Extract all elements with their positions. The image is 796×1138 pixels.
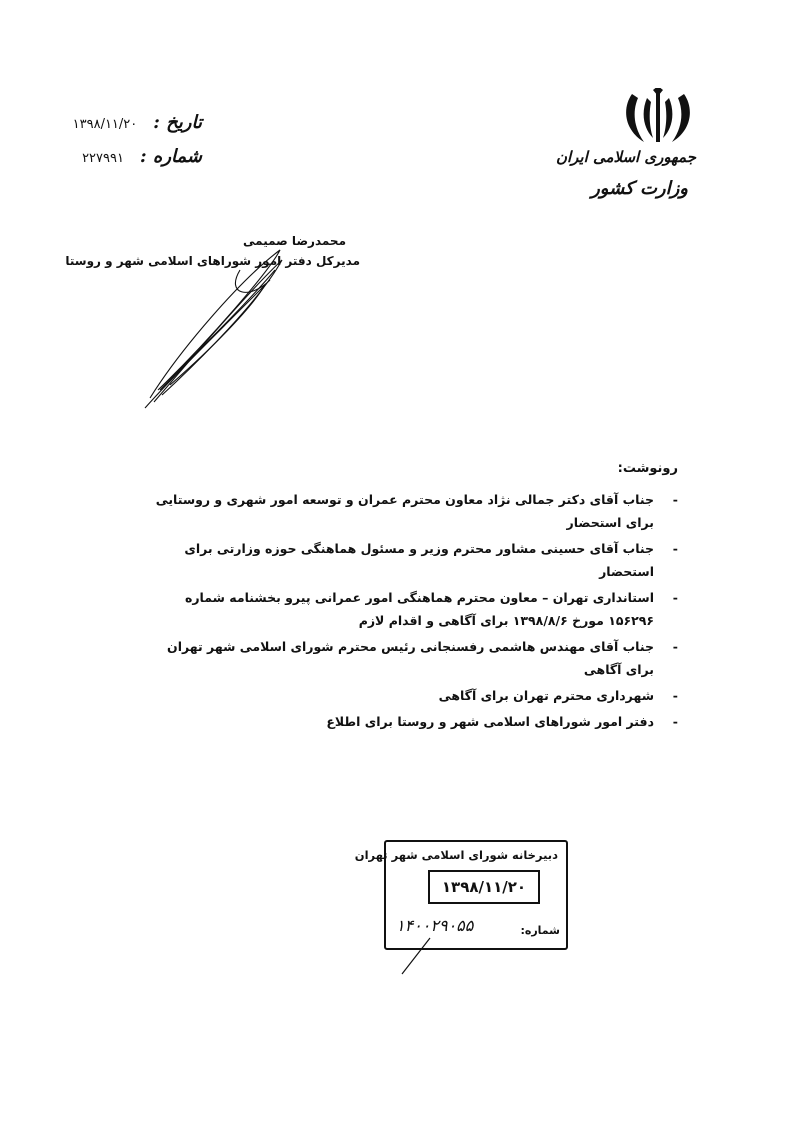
cc-dash: - (672, 714, 678, 729)
cc-item-text: شهرداری محترم تهران برای آگاهی (438, 688, 654, 703)
pen-stroke (396, 936, 436, 976)
signer-name: محمدرضا صمیمی (243, 234, 346, 248)
date-label: تاریخ : (153, 112, 202, 133)
handwritten-signature (130, 240, 290, 410)
cc-item (138, 635, 678, 681)
cc-dash: - (672, 639, 678, 654)
signer-title: مدیرکل دفتر امور شوراهای اسلامی شهر و روستا (65, 254, 360, 268)
cc-dash: - (672, 492, 678, 507)
stamp-date: ۱۳۹۸/۱۱/۲۰ (428, 870, 540, 904)
number-row (82, 146, 202, 167)
cc-item (138, 537, 678, 583)
cc-item (138, 710, 678, 733)
cc-item-text: استانداری تهران – معاون محترم هماهنگی امور عمرانی پیرو بخشنامه شماره ۱۵۶۲۹۶ مورخ ۱۳۹۸/۸/۶ برای آگاهی و اقدام لازم (184, 590, 654, 628)
cc-dash: - (672, 688, 678, 703)
number-value: ۲۲۷۹۹۱ (82, 151, 124, 166)
cc-heading: رونوشت: (617, 461, 678, 476)
date-value: ۱۳۹۸/۱۱/۲۰ (72, 117, 138, 132)
stamp-number-value: ۱۴۰۰۲۹۰۵۵ (396, 916, 474, 935)
number-label: شماره : (139, 146, 202, 167)
cc-item-text: دفتر امور شوراهای اسلامی شهر و روستا برای اطلاع (326, 714, 654, 729)
ministry-name: وزارت کشور (591, 178, 688, 199)
stamp-number-label: شماره: (520, 924, 560, 937)
cc-item (138, 684, 678, 707)
cc-dash: - (672, 541, 678, 556)
date-row (73, 112, 202, 133)
cc-item-text: جناب آقای مهندس هاشمی رفسنجانی رئیس محترم شورای اسلامی شهر تهران برای آگاهی (167, 639, 654, 677)
cc-dash: - (672, 590, 678, 605)
cc-item-text: جناب آقای حسینی مشاور محترم وزیر و مسئول هماهنگی حوزه وزارتی برای استحضار (184, 541, 654, 579)
stamp-title: دبیرخانه شورای اسلامی شهر تهران (354, 848, 558, 862)
cc-item (138, 586, 678, 632)
cc-item-text: جناب آقای دکتر جمالی نژاد معاون محترم عمران و توسعه امور شهری و روستایی برای استحضار (155, 492, 654, 530)
cc-list (138, 488, 678, 736)
iran-emblem-icon (620, 88, 696, 146)
country-name: جمهوری اسلامی ایران (555, 148, 696, 166)
cc-item (138, 488, 678, 534)
received-stamp (354, 840, 568, 950)
